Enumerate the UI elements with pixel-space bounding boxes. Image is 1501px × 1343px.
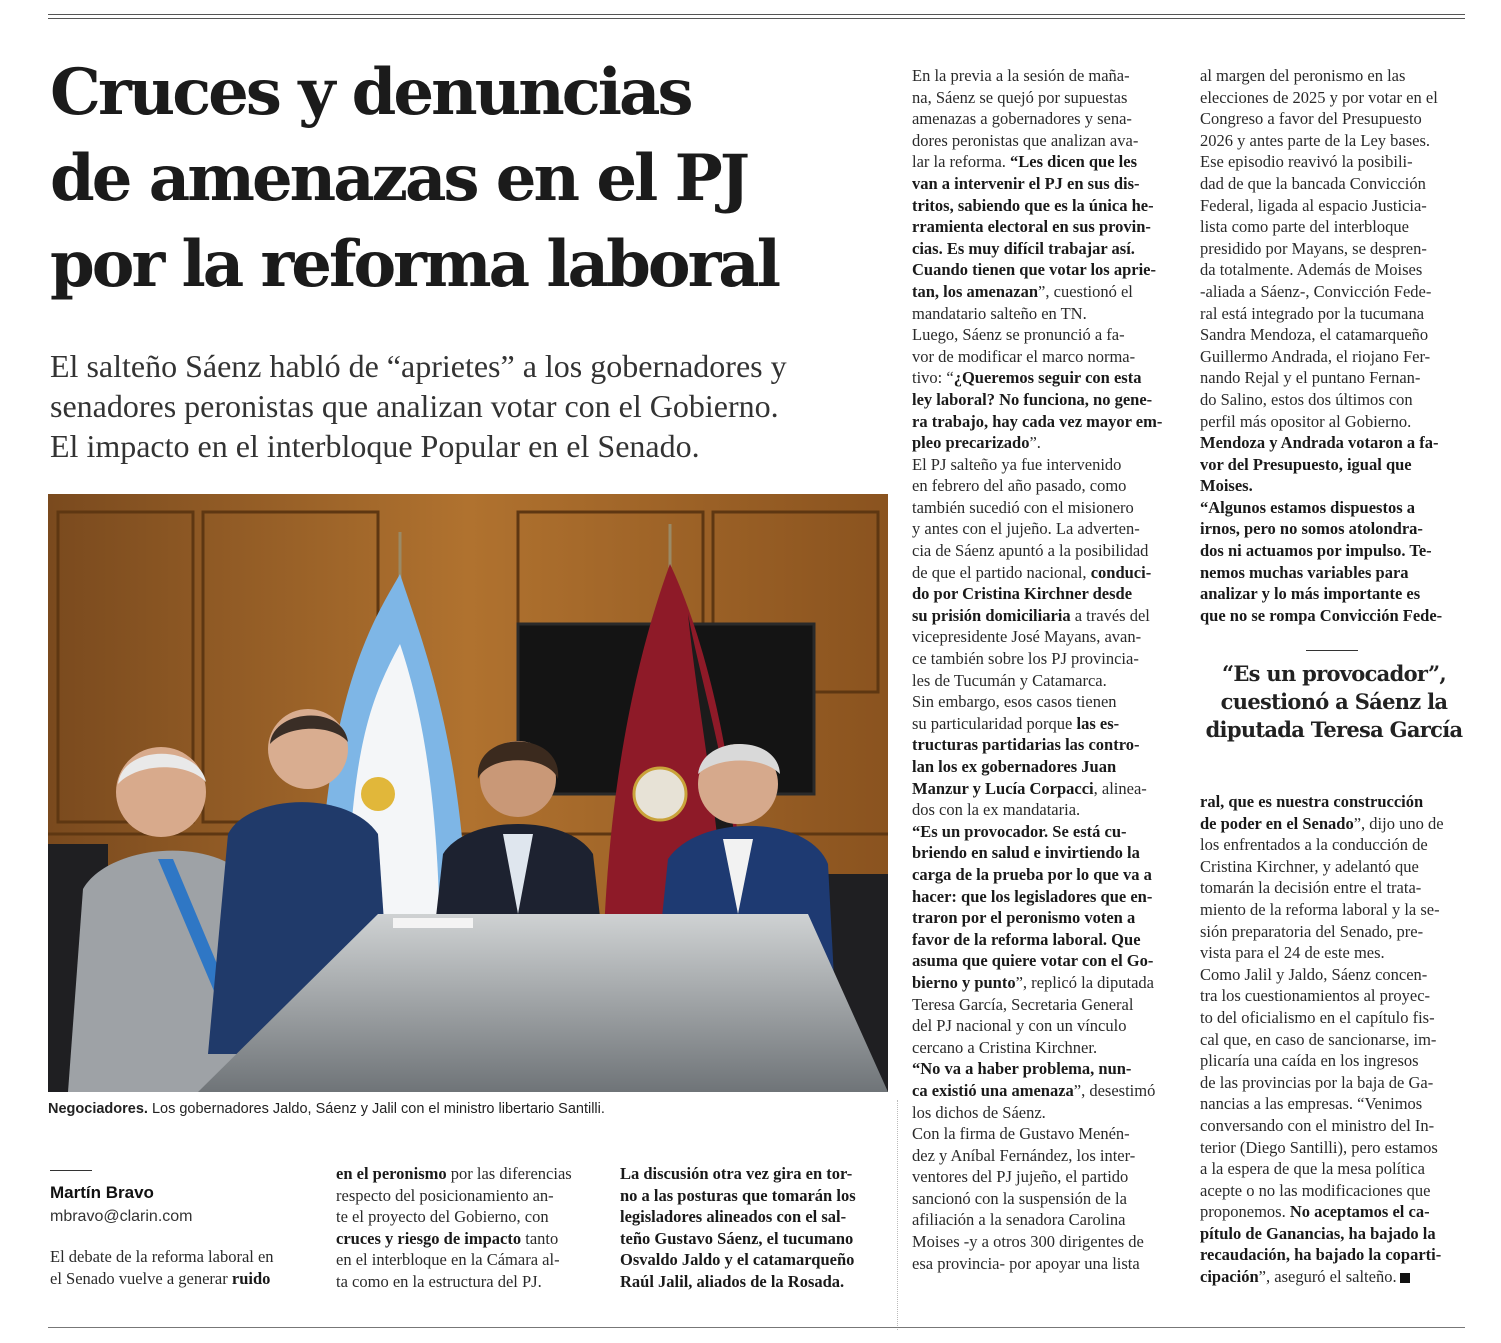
text-line — [1200, 1158, 1468, 1180]
text-line — [912, 432, 1180, 454]
text-segment: dos con la ex mandataria. — [912, 800, 1081, 820]
text-line — [1200, 583, 1468, 605]
text-line — [1200, 1115, 1468, 1137]
text-segment: perfil más opositor al Gobierno. — [1200, 411, 1412, 431]
text-segment: dez y Aníbal Fernández, los inter- — [912, 1145, 1136, 1165]
text-segment: por las diferencias — [446, 1164, 572, 1183]
bold-segment: “Algunos estamos dispuestos a — [1200, 497, 1415, 517]
text-line — [912, 454, 1180, 476]
text-segment: sión preparatoria del Senado, pre- — [1200, 921, 1424, 941]
bold-segment: ruido — [231, 1268, 271, 1288]
text-segment: vor de modificar el marco norma- — [912, 346, 1136, 366]
text-line — [912, 303, 1180, 325]
text-line — [912, 1145, 1180, 1167]
text-segment: de que el partido nacional, — [912, 562, 1091, 582]
text-line — [912, 1188, 1180, 1210]
text-segment: vista para el 24 de este mes. — [1200, 943, 1385, 963]
text-line — [1200, 454, 1468, 476]
text-line — [1200, 216, 1468, 238]
article-column-5 — [1200, 65, 1468, 626]
text-line — [912, 562, 1180, 584]
text-line — [912, 1102, 1180, 1124]
bold-segment: que no se rompa Convicción Fede- — [1200, 605, 1443, 625]
text-segment: Ese episodio reavivó la posibili- — [1200, 152, 1413, 172]
text-line — [336, 1228, 606, 1250]
caption-lead: Negociadores. — [48, 1101, 148, 1117]
bold-segment: do por Cristina Kirchner desde — [912, 584, 1133, 604]
bold-segment: cias. Es muy difícil trabajar así. — [912, 238, 1135, 258]
bold-segment: su prisión domiciliaria — [912, 605, 1071, 625]
text-segment: te el proyecto del Gobierno, con — [336, 1207, 549, 1227]
photo-caption — [48, 1099, 908, 1119]
bold-segment: van a intervenir el PJ en sus dis- — [912, 173, 1140, 193]
text-line — [912, 173, 1180, 195]
text-segment: lista como parte del interbloque — [1200, 217, 1409, 237]
text-segment: ta como en la estructura del PJ. — [336, 1271, 542, 1291]
byline-name: Martín Bravo — [50, 1183, 154, 1202]
bold-segment: asuma que quiere votar con el Go- — [912, 951, 1154, 971]
text-line — [1200, 87, 1468, 109]
bold-segment: analizar y lo más importante es — [1200, 584, 1421, 604]
bold-segment: vor del Presupuesto, igual que — [1200, 454, 1412, 474]
text-line — [1200, 540, 1468, 562]
text-line — [1200, 562, 1468, 584]
sun-of-may — [361, 777, 395, 811]
text-line — [912, 1080, 1180, 1102]
text-segment: esa provincia- por apoyar una lista — [912, 1253, 1140, 1273]
text-segment: lar la reforma. — [912, 152, 1011, 172]
bold-segment: no a las posturas que tomarán los — [620, 1185, 856, 1205]
text-segment: proponemos. — [1200, 1202, 1290, 1222]
text-segment: na, Sáenz se quejó por supuestas — [912, 87, 1128, 107]
text-line — [1200, 130, 1468, 152]
bold-segment: La discusión otra vez gira en tor- — [620, 1164, 853, 1183]
text-line — [1200, 475, 1468, 497]
bold-segment: hacer: que los legisladores que en- — [912, 886, 1153, 906]
text-segment: Federal, ligada al espacio Justicia- — [1200, 195, 1427, 215]
text-segment: nando Rejal y el puntano Fernan- — [1200, 368, 1421, 388]
text-segment: ”. — [1029, 433, 1041, 453]
bold-segment: dos ni actuamos por impulso. Te- — [1200, 541, 1432, 561]
text-segment: presidido por Mayans, se despren- — [1200, 238, 1427, 258]
text-line — [1200, 1223, 1468, 1245]
text-segment: El debate de la reforma laboral en — [50, 1247, 274, 1266]
text-line — [336, 1249, 606, 1271]
bold-segment: tructuras partidarias las contro- — [912, 735, 1140, 755]
text-line — [912, 518, 1180, 540]
flag-emblem — [634, 768, 686, 820]
text-line — [620, 1271, 890, 1293]
text-line — [1200, 1180, 1468, 1202]
text-line — [912, 497, 1180, 519]
text-line — [1200, 899, 1468, 921]
text-line — [1200, 985, 1468, 1007]
bottom-rule — [48, 1327, 1465, 1328]
text-line — [1200, 1007, 1468, 1029]
text-segment: les de Tucumán y Catamarca. — [912, 670, 1107, 690]
text-segment: y antes con el jujeño. La adverten- — [912, 519, 1140, 539]
text-line — [912, 475, 1180, 497]
bold-segment: teño Gustavo Sáenz, el tucumano — [620, 1228, 854, 1248]
text-segment: Sandra Mendoza, el catamarqueño — [1200, 325, 1429, 345]
text-segment: El PJ salteño ya fue intervenido — [912, 454, 1122, 474]
text-segment: del PJ nacional y con un vínculo — [912, 1016, 1127, 1036]
text-line — [620, 1163, 890, 1185]
bold-segment: pítulo de Ganancias, ha bajado la — [1200, 1223, 1436, 1243]
text-segment: En la previa a la sesión de maña- — [912, 66, 1130, 85]
text-line — [912, 734, 1180, 756]
text-segment: elecciones de 2025 y por votar en el — [1200, 87, 1438, 107]
bold-segment: ca existió una amenaza — [912, 1080, 1074, 1100]
text-line — [1200, 1201, 1468, 1223]
text-line — [1200, 1266, 1468, 1288]
text-segment: vicepresidente José Mayans, avan- — [912, 627, 1142, 647]
text-line — [912, 670, 1180, 692]
text-line — [1200, 942, 1468, 964]
text-line — [912, 842, 1180, 864]
text-segment: tra los cuestionamientos al proyec- — [1200, 986, 1431, 1006]
text-segment: cia de Sáenz apuntó a la posibilidad — [912, 541, 1149, 561]
text-segment: miento de la reforma laboral y la se- — [1200, 899, 1440, 919]
text-line — [1200, 108, 1468, 130]
text-segment: ce también sobre los PJ provincia- — [912, 649, 1139, 669]
text-segment: acepte o no las modificaciones que — [1200, 1180, 1431, 1200]
text-line — [1200, 151, 1468, 173]
bold-segment: en el peronismo — [336, 1164, 447, 1183]
text-segment: amenazas a gobernadores y sena- — [912, 109, 1132, 129]
bold-segment: rramienta electoral en sus provin- — [912, 217, 1151, 237]
text-line — [1200, 877, 1468, 899]
text-line — [1200, 518, 1468, 540]
text-segment: Sin embargo, esos casos tienen — [912, 692, 1117, 712]
bold-segment: Manzur y Lucía Corpacci — [912, 778, 1094, 798]
text-segment: a través del — [1070, 605, 1150, 625]
article-column-4 — [912, 65, 1180, 1274]
text-line — [912, 324, 1180, 346]
text-line — [336, 1163, 606, 1185]
text-line — [912, 972, 1180, 994]
text-line — [912, 691, 1180, 713]
text-line — [912, 605, 1180, 627]
text-segment: en febrero del año pasado, como — [912, 476, 1127, 496]
text-line — [912, 929, 1180, 951]
article-column-3 — [620, 1163, 890, 1293]
bold-segment: pleo precarizado — [912, 433, 1030, 453]
text-segment: ”, replicó la diputada — [1015, 972, 1154, 992]
text-segment: nancias a las empresas. “Venimos — [1200, 1094, 1423, 1114]
text-line — [912, 216, 1180, 238]
text-line — [1200, 259, 1468, 281]
text-line — [912, 864, 1180, 886]
bold-segment: conduci- — [1090, 562, 1152, 582]
pullquote-rule — [1306, 650, 1358, 651]
text-segment: cercano a Cristina Kirchner. — [912, 1037, 1098, 1057]
bold-segment: nemos muchas variables para — [1200, 562, 1409, 582]
text-line — [620, 1206, 890, 1228]
text-segment: en el interbloque en la Cámara al- — [336, 1250, 560, 1270]
text-line — [1200, 281, 1468, 303]
deck-line: El impacto en el interbloque Popular en el Senado. — [50, 428, 700, 464]
text-line — [1200, 1072, 1468, 1094]
text-line — [1200, 1137, 1468, 1159]
bold-segment: briendo en salud e invirtiendo la — [912, 843, 1140, 863]
deck — [50, 346, 900, 466]
byline-email[interactable]: mbravo@clarin.com — [50, 1208, 193, 1225]
bold-segment: Cuando tienen que votar los aprie- — [912, 260, 1157, 280]
news-photo — [48, 494, 888, 1092]
text-line — [50, 1246, 320, 1268]
text-line — [912, 1037, 1180, 1059]
text-line — [912, 778, 1180, 800]
text-line — [912, 1166, 1180, 1188]
bold-segment: bierno y punto — [912, 972, 1016, 992]
text-line — [912, 713, 1180, 735]
text-line — [50, 1268, 320, 1290]
caption-text: Los gobernadores Jaldo, Sáenz y Jalil con el ministro libertario Santilli. — [147, 1101, 605, 1117]
text-line — [912, 648, 1180, 670]
text-line — [1200, 303, 1468, 325]
text-line — [912, 1209, 1180, 1231]
text-line — [1200, 1093, 1468, 1115]
text-line — [912, 799, 1180, 821]
article-column-1 — [50, 1246, 320, 1289]
bold-segment: de poder en el Senado — [1200, 813, 1354, 833]
bold-segment: ley laboral? No funciona, no gene- — [912, 389, 1153, 409]
bold-segment: “Les dicen que les — [1010, 152, 1137, 172]
bold-segment: tritos, sabiendo que es la única he- — [912, 195, 1154, 215]
headline-line: Cruces y denuncias — [50, 55, 691, 130]
bold-segment: ra trabajo, hay cada vez mayor em- — [912, 411, 1163, 431]
headline-line: por la reforma laboral — [50, 227, 779, 302]
text-segment: Cristina Kirchner, y adelantó que — [1200, 856, 1419, 876]
text-line — [1200, 411, 1468, 433]
text-line — [1200, 921, 1468, 943]
text-segment: ”, cuestionó el — [1038, 281, 1133, 301]
text-segment: ventores del PJ jujeño, el partido — [912, 1167, 1129, 1187]
text-line — [912, 346, 1180, 368]
text-segment: también sucedió con el misionero — [912, 497, 1134, 517]
text-segment: Con la firma de Gustavo Menén- — [912, 1124, 1130, 1144]
text-segment: al margen del peronismo en las — [1200, 66, 1406, 85]
bold-segment: ral, que es nuestra construcción — [1200, 792, 1424, 811]
bold-segment: tan, los amenazan — [912, 281, 1039, 301]
text-line — [912, 367, 1180, 389]
bold-segment: No aceptamos el ca- — [1289, 1202, 1430, 1222]
bold-segment: legisladores alineados con el sal- — [620, 1207, 847, 1227]
text-line — [912, 583, 1180, 605]
text-segment: ”, aseguró el salteño. — [1258, 1267, 1397, 1287]
text-segment: ral está integrado por la tucumana — [1200, 303, 1425, 323]
bold-segment: favor de la reforma laboral. Que — [912, 929, 1141, 949]
text-line — [1200, 605, 1468, 627]
text-line — [1200, 1244, 1468, 1266]
text-segment: , alinea- — [1093, 778, 1147, 798]
text-line — [1200, 324, 1468, 346]
text-line — [912, 1058, 1180, 1080]
text-segment: plicaría una caída en los ingresos — [1200, 1051, 1419, 1071]
text-line — [912, 281, 1180, 303]
bold-segment: Osvaldo Jaldo y el catamarqueño — [620, 1250, 855, 1270]
text-line — [912, 151, 1180, 173]
pullquote-line: cuestionó a Sáenz la — [1220, 689, 1448, 714]
text-line — [912, 108, 1180, 130]
text-segment: respecto del posicionamiento an- — [336, 1185, 554, 1205]
text-segment: tivo: “ — [912, 368, 954, 388]
text-line — [1200, 195, 1468, 217]
bold-segment: traron por el peronismo voten a — [912, 908, 1136, 928]
text-line — [912, 130, 1180, 152]
text-line — [912, 994, 1180, 1016]
text-line — [912, 950, 1180, 972]
text-line — [1200, 238, 1468, 260]
bold-segment: Mendoza y Andrada votaron a fa- — [1200, 433, 1439, 453]
document — [393, 918, 473, 928]
text-line — [912, 1253, 1180, 1275]
pullquote-line: diputada Teresa García — [1205, 717, 1463, 742]
text-line — [1200, 791, 1468, 813]
bold-segment: cruces y riesgo de impacto — [336, 1228, 522, 1248]
text-line — [1200, 497, 1468, 519]
text-line — [912, 821, 1180, 843]
text-segment: dad de que la bancada Convicción — [1200, 173, 1426, 193]
deck-line: senadores peronistas que analizan votar con el Gobierno. — [50, 388, 779, 424]
text-line — [1200, 1029, 1468, 1051]
text-line — [336, 1185, 606, 1207]
text-line — [912, 389, 1180, 411]
text-segment: mandatario salteño en TN. — [912, 303, 1087, 323]
text-segment: Teresa García, Secretaria General — [912, 994, 1134, 1014]
bold-segment: “Es un provocador. Se está cu- — [912, 821, 1127, 841]
bold-segment: Raúl Jalil, aliados de la Rosada. — [620, 1271, 845, 1291]
text-line — [912, 1015, 1180, 1037]
bold-segment: irnos, pero no somos atolondra- — [1200, 519, 1423, 539]
pullquote — [1200, 660, 1468, 744]
text-line — [912, 411, 1180, 433]
text-line — [912, 626, 1180, 648]
text-segment: tomarán la decisión entre el trata- — [1200, 878, 1422, 898]
text-line — [912, 756, 1180, 778]
text-line — [620, 1185, 890, 1207]
text-segment: Guillermo Andrada, el riojano Fer- — [1200, 346, 1431, 366]
text-segment: do Salino, estos dos últimos con — [1200, 389, 1413, 409]
text-segment: ”, dijo uno de — [1353, 813, 1444, 833]
article-column-5-continued — [1200, 791, 1468, 1288]
text-line — [912, 259, 1180, 281]
text-line — [912, 87, 1180, 109]
bold-segment: ¿Queremos seguir con esta — [953, 368, 1142, 388]
text-line — [1200, 964, 1468, 986]
text-segment: sancionó con la suspensión de la — [912, 1188, 1127, 1208]
text-segment: ”, desestimó — [1073, 1080, 1156, 1100]
text-line — [912, 1123, 1180, 1145]
text-line — [620, 1228, 890, 1250]
text-segment: 2026 y antes parte de la Ley bases. — [1200, 130, 1431, 150]
text-segment: el Senado vuelve a generar — [50, 1268, 232, 1288]
text-segment: afiliación a la senadora Carolina — [912, 1210, 1126, 1230]
text-line — [620, 1249, 890, 1271]
text-line — [1200, 834, 1468, 856]
text-segment: Congreso a favor del Presupuesto — [1200, 109, 1422, 129]
text-line — [1200, 432, 1468, 454]
text-segment: los enfrentados a la conducción de — [1200, 835, 1428, 855]
text-segment: a la espera de que la mesa política — [1200, 1159, 1425, 1179]
text-line — [1200, 389, 1468, 411]
text-line — [1200, 367, 1468, 389]
bold-segment: lan los ex gobernadores Juan — [912, 757, 1117, 776]
text-segment: dores peronistas que analizan ava- — [912, 130, 1139, 150]
text-segment: da totalmente. Además de Moises — [1200, 260, 1423, 280]
bold-segment: “No va a haber problema, nun- — [912, 1059, 1132, 1079]
text-line — [336, 1206, 606, 1228]
column-separator — [897, 1100, 898, 1330]
text-segment: su particularidad porque — [912, 713, 1077, 733]
text-line — [1200, 65, 1468, 87]
text-line — [1200, 856, 1468, 878]
text-line — [912, 1231, 1180, 1253]
end-of-article-mark — [1400, 1273, 1410, 1283]
text-segment: -aliada a Sáenz-, Convicción Fede- — [1200, 281, 1432, 301]
pullquote-line: “Es un provocador”, — [1221, 661, 1447, 686]
bold-segment: carga de la prueba por lo que va a — [912, 864, 1152, 884]
text-segment: Moises -y a otros 300 dirigentes de — [912, 1232, 1144, 1252]
text-line — [912, 540, 1180, 562]
text-line — [912, 907, 1180, 929]
text-segment: tanto — [521, 1228, 559, 1248]
text-line — [912, 65, 1180, 87]
text-segment: de las provincias por la baja de Ga- — [1200, 1072, 1434, 1092]
article-column-2 — [336, 1163, 606, 1293]
text-line — [912, 886, 1180, 908]
bold-segment: cipación — [1200, 1267, 1259, 1287]
text-line — [1200, 1050, 1468, 1072]
headline — [50, 50, 890, 308]
bold-segment: Moises. — [1200, 476, 1253, 496]
text-line — [1200, 173, 1468, 195]
byline-rule — [50, 1170, 92, 1171]
text-segment: conversando con el ministro del In- — [1200, 1115, 1435, 1135]
text-segment: to del oficialismo en el capítulo fis- — [1200, 1007, 1435, 1027]
text-line — [336, 1271, 606, 1293]
text-segment: Luego, Sáenz se pronunció a fa- — [912, 325, 1125, 345]
text-line — [1200, 813, 1468, 835]
headline-line: de amenazas en el PJ — [50, 141, 748, 216]
deck-line: El salteño Sáenz habló de “aprietes” a los gobernadores y — [50, 348, 787, 384]
text-segment: cal que, en caso de sancionarse, im- — [1200, 1029, 1437, 1049]
bold-segment: las es- — [1076, 713, 1120, 733]
text-line — [912, 195, 1180, 217]
text-line — [1200, 346, 1468, 368]
text-segment: Como Jalil y Jaldo, Sáenz concen- — [1200, 964, 1428, 984]
bold-segment: recaudación, ha bajado la coparti- — [1200, 1245, 1442, 1265]
text-segment: los dichos de Sáenz. — [912, 1102, 1046, 1122]
text-segment: terior (Diego Santilli), pero estamos — [1200, 1137, 1438, 1157]
top-rule — [48, 14, 1465, 19]
text-line — [912, 238, 1180, 260]
